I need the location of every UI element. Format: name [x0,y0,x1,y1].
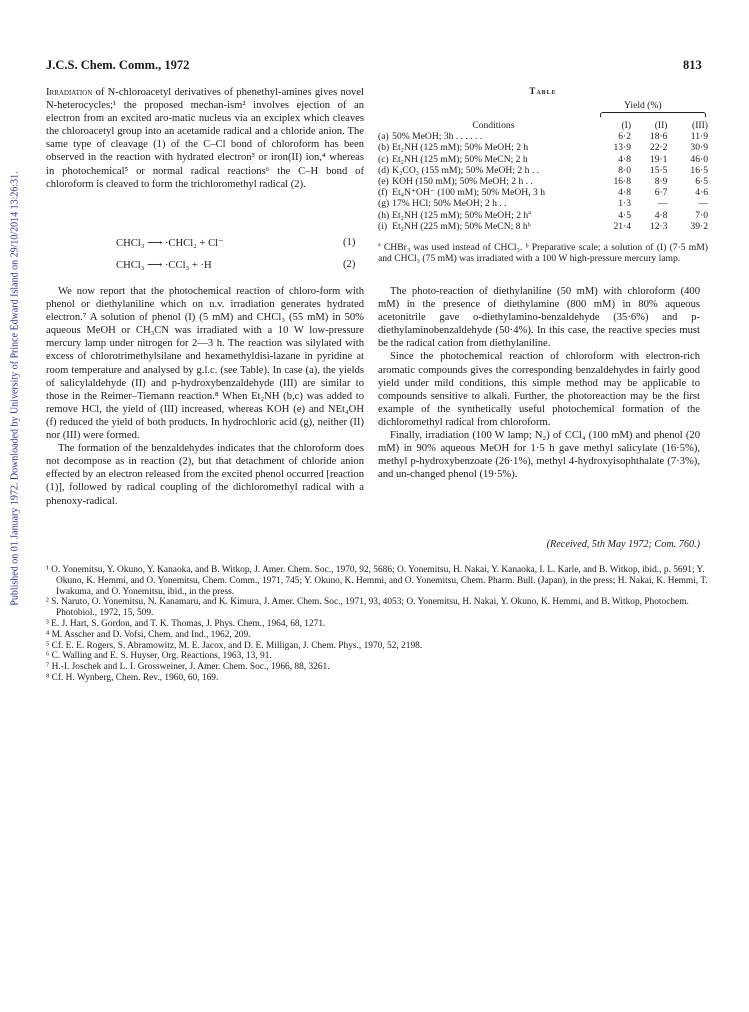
table-body [378,120,708,232]
cell: 46·0 [690,153,708,165]
scope-paragraph: Since the photochemical reaction of chloroform with electron-rich aromatic compounds gives the corresponding benzaldehydes in fairly good yield under mild conditions, this simple method may be applicable to compounds sensitive to alkali. Further, the photoreaction may be the first example of the synthetically useful photochemical formation of the dichloromethyl radical from chloroform. [378,351,700,428]
reference-item: ⁶ C. Walling and E. S. Huyser, Org. Reactions, 1963, 13, 91. [46,651,272,662]
col-header: (I) [621,120,632,131]
table-row [378,221,708,232]
row-id: (d) [378,164,390,176]
table-row [378,210,708,221]
table-row [378,187,708,198]
conditions-header: Conditions [472,120,515,131]
row-id: (e) [378,176,389,188]
cell: 16·8 [613,176,632,188]
col-header: (II) [654,120,668,131]
results-text: We now report that the photochemical reaction of chloro-form with phenol or diethylaniline which on u.v. irradiation generates hydrated electron.⁷ A solution of phenol (I) (5 mM) and CHCl₃ (55 mM) in 50% aqueous MeOH or CH₃CN was irradiated with a 10 W low-pressure mercury lamp under nitrogen for 2—3 h. The reaction was silylated with excess of chlorotrimethylsilane and hexamethyldisi-lazane in pyridine at room temperature and analysed by g.l.c. (see Table). In case (a), the yields of salicylaldehyde (II) and p-hydroxybenzaldehyde (III) are similar to those in the Reimer–Tiemann reaction.⁸ When Et₂NH (b,c) was added to remove HCl, the yield of (III) increased, whereas KOH (e) and NEt₄OH (f) reduced the yield of both products. In hydrochloric acid (g), neither (II) nor (III) were formed. [46,286,364,442]
cell: 13·9 [613,142,632,154]
page-number: 813 [683,58,702,72]
cell: 8·9 [654,176,668,188]
reference-item: ³ E. J. Hart, S. Gordon, and T. K. Thomas, J. Phys. Chem., 1964, 68, 1271. [46,618,326,629]
equation-1-number: (1) [343,237,356,248]
row-id: (g) [378,198,390,210]
reference-item: ⁴ M. Asscher and D. Vofsi, Chem. and Ind., 1962, 209. [46,629,251,640]
runin-heading: Irradiation [46,87,93,98]
cell: 11·9 [690,131,708,143]
table-title: Table [529,86,557,96]
results-paragraph [46,285,364,508]
intro-paragraph [46,86,364,191]
cell: 6·5 [695,176,708,188]
yield-table [378,86,708,232]
diethylaniline-paragraph: The photo-reaction of diethylaniline (50 mM) with chloroform (400 mM) in the presence of diethylamine (800 mM) in 80% aqueous acetonitrile gave o-diethylamino-benzaldehyde (35·6%) and p-diethylaminobenzaldehyde (50·4%). In this case, the reactive species must be the radical cation from diethylaniline. [378,286,700,350]
publication-note: Published on 01 January 1972. Downloaded by University of Prince Edward Island on 29/10/2014 13:26:31. [9,171,21,606]
cell: 39·2 [690,220,708,232]
right-column [378,285,700,481]
cell: 19·1 [649,153,668,165]
yield-header: Yield (%) [624,100,662,111]
row-condition: Et₄N⁺OH⁻ (100 mM); 50% MeOH, 3 h [392,187,545,199]
reference-item: ⁸ Cf. H. Wynberg, Chem. Rev., 1960, 60, 169. [46,672,219,683]
cell: 4·6 [695,187,708,199]
reference-item: ¹ O. Yonemitsu, Y. Okuno, Y. Kanaoka, and B. Witkop, J. Amer. Chem. Soc., 1970, 92, 5686; O. Yonemitsu, H. Nakai, Y. Kanaoka, I. L. Karle, and B. Witkop, ibid., p. 5691; Y. Okuno, K. Hemmi, and O. Yonemitsu, Chem. Comm., 1971, 745; Y. Okuno, K. Hemmi, and O. Yonemitsu, Chem. Pharm. Bull. (Japan), in the press; H. Nakai, K. Hemmi, T. Iwakuma, and O. Yonemitsu, ibid., in the press. [46,565,708,597]
row-id: (c) [378,153,389,165]
table-row [378,165,708,176]
cell: 4·8 [618,187,632,199]
row-id: (i) [378,220,388,232]
row-id: (h) [378,209,390,221]
row-condition: 50% MeOH; 3h . . . . . . [392,131,483,143]
journal-header: J.C.S. Chem. Comm., 1972 [46,58,190,72]
cell: 30·9 [690,142,708,154]
row-condition: Et₂NH (125 mM); 50% MeCN; 2 h [392,153,528,165]
cell: 18·6 [649,131,668,143]
table-row [378,142,708,153]
cell: 21·4 [613,220,632,232]
row-condition: Et₂NH (225 mM); 50% MeCN; 8 hᵇ [392,220,531,232]
row-id: (f) [378,187,388,199]
cell: 1·3 [618,198,632,210]
reference-item: ⁷ H.-I. Joschek and L. I. Grossweiner, J. Amer. Chem. Soc., 1966, 88, 3261. [46,662,330,673]
row-id: (a) [378,131,389,143]
table-row [378,154,708,165]
cell: 6·2 [618,131,632,143]
row-condition: Et₂NH (125 mM); 50% MeOH; 2 h [392,142,529,154]
table-row [378,198,708,209]
equation-2: CHCl₃ ⟶ ·CCl₃ + ·H [116,260,212,271]
cell: 4·8 [618,153,632,165]
received-note: (Received, 5th May 1972; Com. 760.) [546,539,700,550]
col-header: (III) [692,120,708,131]
reference-item: ⁵ Cf. E. E. Rogers, S. Abramowitz, M. E. Jacox, and D. E. Milligan, J. Chem. Phys., 1970, 52, 2198. [46,640,423,651]
row-condition: KOH (150 mM); 50% MeOH; 2 h . . [392,176,533,188]
cell: 8·0 [618,164,632,176]
cell: 16·5 [690,164,708,176]
references [46,565,716,684]
cell: 22·2 [649,142,668,154]
equation-1: CHCl₃ ⟶ ·CHCl₂ + Cl⁻ [116,238,224,249]
row-condition: 17% HCl; 50% MeOH; 2 h . . [392,198,507,210]
reference-item: ² S. Naruto, O. Yonemitsu, N. Kanamaru, and K. Kimura, J. Amer. Chem. Soc., 1971, 93, 4053; O. Yonemitsu, H. Nakai, Y. Okuno, K. Hemmi, and B. Witkop, Photochem. Photobiol., 1972, 15, 509. [46,597,689,619]
equation-2-number: (2) [343,259,356,270]
publication-sidebar [8,150,22,630]
cell: 4·8 [654,209,668,221]
table-row [378,131,708,142]
cell: — [698,198,708,210]
intro-text: of N-chloroacetyl derivatives of phenethyl-amines gives novel N-heterocycles;¹ the proposed mechan-ism² involves ejection of an electron from an excited aro-matic nucleus via an exciplex which cleaves the chloroacetyl group into an acetamide radical and a chloride anion. The same type of cleavage (1) of the C–Cl bond of chloroform has been observed in the reaction with hydrated electron³ or iron(II) ion,⁴ whereas in photochemical⁵ or normal radical reactions⁶ the C–H bond of chloroform is cleaved to form the trichloromethyl radical (2). [46,87,364,190]
mechanism-text: The formation of the benzaldehydes indicates that the chloroform does not decompose as in reaction (2), but that detachment of chloride anion effected by an electron released from the excited phenol occurred [reaction (1)], followed by radical coupling of the dichloromethyl radical with a phenoxy-radical. [46,443,364,507]
cell: 4·5 [618,209,632,221]
table-footnote: ª CHBr₃ was used instead of CHCl₃. ᵇ Preparative scale; a solution of (I) (7·5 mM) and CHCl₃ (75 mM) was irradiated with a 100 W high-pressure mercury lamp. [378,242,708,265]
cell: 12·3 [649,220,668,232]
row-condition: K₂CO₃ (155 mM); 50% MeOH; 2 h . . [392,164,540,176]
cell: 6·7 [654,187,668,199]
cell: 7·0 [695,209,708,221]
row-id: (b) [378,142,390,154]
table-row [378,176,708,187]
row-condition: Et₂NH (125 mM); 50% MeOH; 2 hª [392,209,531,221]
cell: 15·5 [649,164,668,176]
cell: — [657,198,668,210]
yield-bracket [600,112,706,117]
ccl4-paragraph: Finally, irradiation (100 W lamp; N₂) of CCl₄ (100 mM) and phenol (20 mM) in 90% aqueous MeOH for 1·5 h gave methyl salicylate (16·5%), methyl p-hydroxybenzoate (26·1%), methyl 4-hydroxyisophthalate (7·3%), and un-changed phenol (19·5%). [378,430,700,481]
